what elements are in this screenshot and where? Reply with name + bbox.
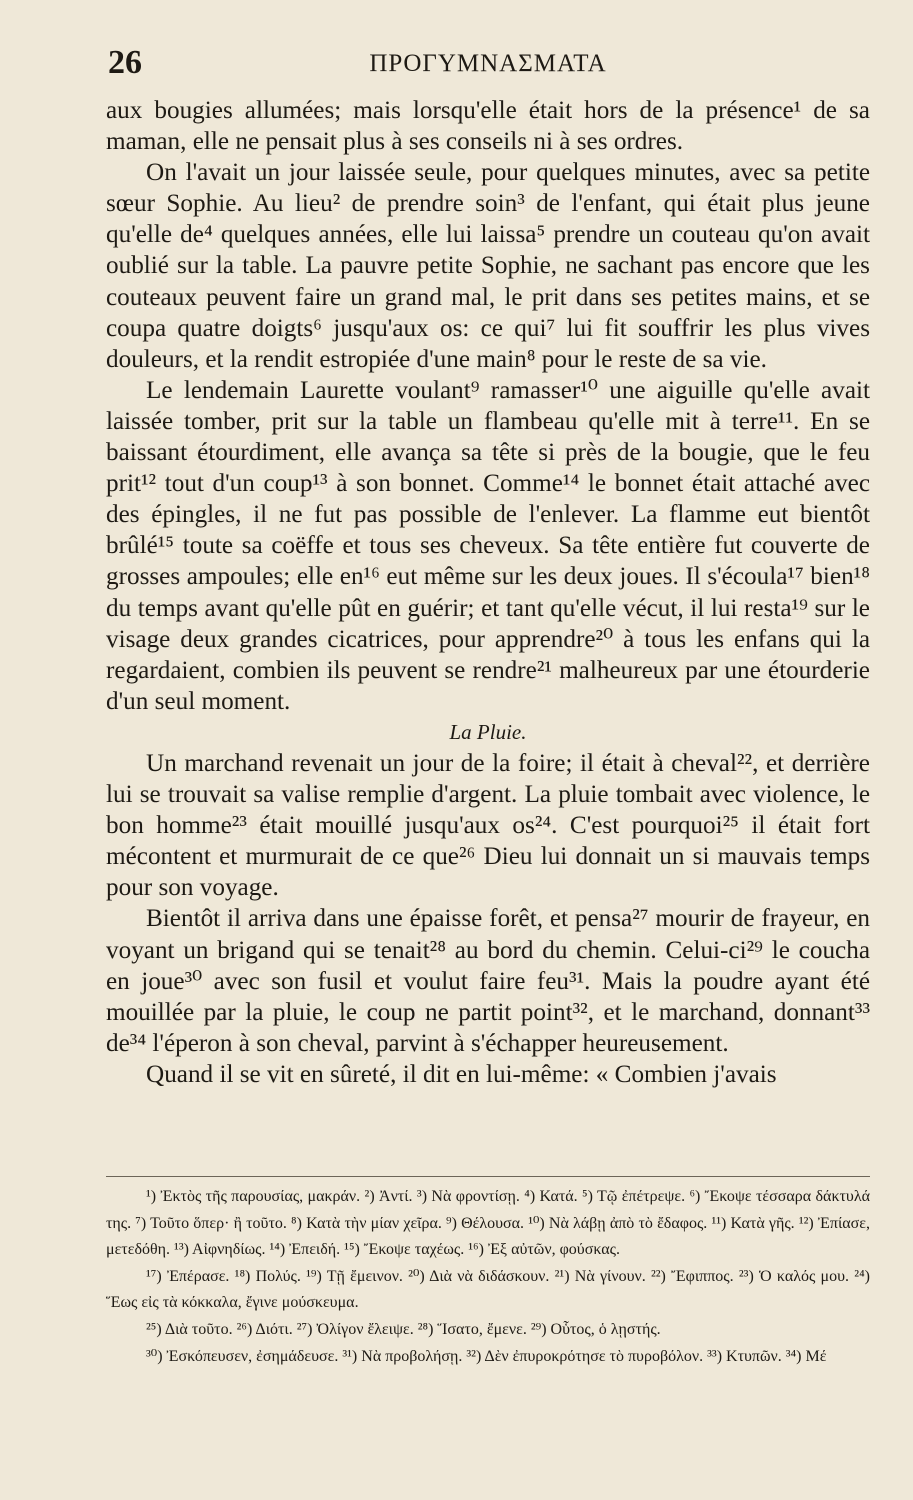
- paragraph: Le lendemain Laurette voulant⁹ ramasser¹⁰ une aiguille qu'elle avait laissée tomber, prit sur la table un flambeau qu'elle mit à terre¹¹. En se baissant étourdiment, elle avança sa tête si près de la bougie, que le feu prit¹² tout d'un coup¹³ à son bonnet. Comme¹⁴ le bonnet était attaché avec des épingles, il ne fut pas possible de l'enlever. La flamme eut bientôt brûlé¹⁵ toute sa coëffe et tous ses cheveux. Sa tête entière fut couverte de grosses ampoules; elle en¹⁶ eut même sur les deux joues. Il s'écoula¹⁷ bien¹⁸ du temps avant qu'elle pût en guérir; et tant qu'elle vécut, il lui resta¹⁹ sur le visage deux grandes cicatrices, pour apprendre²⁰ à tous les enfans qui la regardaient, combien ils peuvent se rendre²¹ malheureux par une étourderie d'un seul moment.: [106, 376, 870, 715]
- paragraph: aux bougies allumées; mais lorsqu'elle était hors de la présence¹ de sa maman, elle ne pensait plus à ses conseils ni à ses ordres.: [106, 97, 870, 156]
- page-header: [108, 44, 868, 88]
- paragraph: Un marchand revenait un jour de la foire; il était à cheval²², et derrière lui se trouvait sa valise remplie d'argent. La pluie tombait avec violence, le bon homme²³ était mouillé jusqu'aux os²⁴. C'est pourquoi²⁵ il était fort mécontent et murmurait de ce que²⁶ Dieu lui donnait un si mauvais temps pour son voyage.: [106, 749, 870, 902]
- main-text: [106, 95, 870, 1090]
- running-title: ΠΡΟΓΥΜΝΑΣΜΑΤΑ: [369, 50, 607, 77]
- footnote-divider: [106, 1176, 870, 1177]
- footnote-block: ³⁰) Ἐσκόπευσεν, ἐσημάδευσε. ³¹) Νὰ προβολήσῃ. ³²) Δὲν ἐπυροκρότησε τὸ πυροβόλον. ³³) Κτυπῶν. ³⁴) Μέ: [146, 1347, 827, 1365]
- footnote-block: ¹⁷) Ἐπέρασε. ¹⁸) Πολύς. ¹⁹) Τῇ ἔμεινον. ²⁰) Διὰ νὰ διδάσκουν. ²¹) Νὰ γίνουν. ²²) Ἔφιππος. ²³) Ὁ καλός μου. ²⁴) Ἕως εἰς τὰ κόκκαλα, ἔγινε μούσκευμα.: [106, 1267, 870, 1312]
- footnote-block: ¹) Ἐκτὸς τῆς παρουσίας, μακράν. ²) Ἀντί. ³) Νὰ φροντίσῃ. ⁴) Κατά. ⁵) Τῷ ἐπέτρεψε. ⁶) Ἔκοψε τέσσαρα δάκτυλά της. ⁷) Τοῦτο ὅπερ· ἢ τοῦτο. ⁸) Κατὰ τὴν μίαν χεῖρα. ⁹) Θέλουσα. ¹⁰) Νὰ λάβῃ ἀπὸ τὸ ἔδαφος. ¹¹) Κατὰ γῆς. ¹²) Ἐπίασε, μετεδόθη. ¹³) Αἰφνηδίως. ¹⁴) Ἐπειδή. ¹⁵) Ἔκοψε ταχέως. ¹⁶) Ἐξ αὐτῶν, φούσκας.: [106, 1188, 870, 1259]
- paragraph: On l'avait un jour laissée seule, pour quelques minutes, avec sa petite sœur Sophie. Au lieu² de prendre soin³ de l'enfant, qui était plus jeune qu'elle de⁴ quelques années, elle lui laissa⁵ prendre un couteau qu'on avait oublié sur la table. La pauvre petite Sophie, ne sachant pas encore que les couteaux peuvent faire un grand mal, le prit dans ses petites mains, et se coupa quatre doigts⁶ jusqu'aux os: ce qui⁷ lui fit souffrir les plus vives douleurs, et la rendit estropiée d'une main⁸ pour le reste de sa vie.: [106, 159, 870, 373]
- section-heading: La Pluie.: [449, 719, 527, 744]
- page-number: 26: [108, 44, 142, 81]
- footnotes: [106, 1184, 870, 1370]
- footnote-block: ²⁵) Διὰ τοῦτο. ²⁶) Διότι. ²⁷) Ὀλίγον ἔλειψε. ²⁸) Ἵσατο, ἔμενε. ²⁹) Οὗτος, ὁ λῃστής.: [146, 1320, 661, 1338]
- paragraph: Bientôt il arriva dans une épaisse forêt, et pensa²⁷ mourir de frayeur, en voyant un brigand qui se tenait²⁸ au bord du chemin. Celui-ci²⁹ le coucha en joue³⁰ avec son fusil et voulut faire feu³¹. Mais la poudre ayant été mouillée par la pluie, le coup ne partit point³², et le marchand, donnant³³ de³⁴ l'éperon à son cheval, parvint à s'échapper heureusement.: [106, 905, 870, 1057]
- paragraph: Quand il se vit en sûreté, il dit en lui-même: « Combien j'avais: [146, 1060, 777, 1088]
